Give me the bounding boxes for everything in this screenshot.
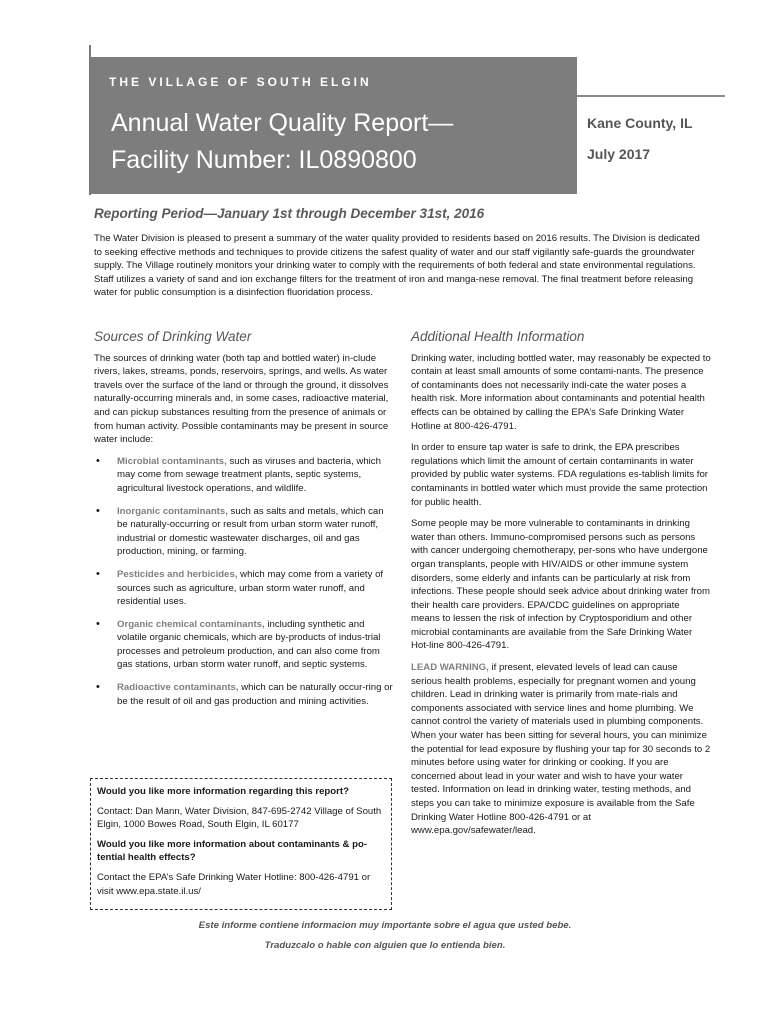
bullet-icon: • [96,567,100,580]
contaminant-desc: including synthetic and volatile organic chemicals, which are by-products of indus-trial processes and petroleum production, and can also come from gas stations, urban storm water runoff, and septic systems. [117,618,381,671]
village-name: THE VILLAGE OF SOUTH ELGIN [109,75,372,89]
bullet-icon: • [96,504,100,517]
facility-number: Facility Number: IL0890800 [111,146,417,174]
contaminant-desc: which can be naturally occur-ring or be the result of oil and gas production and mining activities. [117,682,393,707]
health-column [411,330,711,846]
sources-heading: Sources of Drinking Water [94,329,252,344]
contact-question-health: Would you like more information about contaminants & po-tential health effects? [97,838,368,864]
intro-paragraph: The Water Division is pleased to present a summary of the water quality provided to residents based on 2016 results. The Division is dedicated to seeking effective methods and techniques to provide citizens the safest quality of water and our staff vigilantly safe-guards the groundwater supply. The Village routinely monitors your drinking water to comply with the requirements of both federal and state environmental regulations. Staff utilizes a variety of sand and ion exchange filters for the treatment of iron and manga-nese removal. The final treatment before releasing water for public consumption is a disinfection fluoridation process. [94,233,700,299]
contaminant-desc: such as viruses and bacteria, which may come from sewage treatment plants, septic systems, agricultural livestock operations, and wildlife. [117,455,381,494]
county-label: Kane County, IL [587,115,693,131]
contact-question-report: Would you like more information regarding this report? [97,786,349,797]
list-item [94,681,394,708]
header-horizontal-rule [577,95,725,97]
contaminant-desc: which may come from a variety of sources such as agriculture, urban storm water runoff, and residential uses. [117,568,384,608]
list-item [94,505,394,559]
contaminant-term: Inorganic contaminants, [117,505,228,517]
contaminant-desc: such as salts and metals, which can be naturally-occurring or result from urban storm water runoff, industrial or domestic wastewater discharges, oil and gas production, mining, or farming. [117,505,384,558]
reporting-period: Reporting Period—January 1st through December 31st, 2016 [94,206,485,221]
lead-warning-label: LEAD WARNING, [411,662,489,674]
health-paragraph-3: Some people may be more vulnerable to contaminants in drinking water than others. Immuno-compromised persons such as persons with cancer undergoing chemotherapy, per-sons who have undergone organ transplants, people with HIV/AIDS or other immune system disorders, some elderly and infants can be particularly at risk from infections. These people should seek advice about drinking water from their health care providers. EPA/CDC guidelines on appropriate means to lessen the risk of infection by Cryptosporidium and other microbial contaminants are available from the Safe Drinking Water Hot-line 800-426-4791. [411,518,711,652]
health-paragraph-2: In order to ensure tap water is safe to drink, the EPA prescribes regulations which limit the amount of certain contaminants in water provided by public water systems. FDA regulations es-tablish limits for contaminants in bottled water which must provide the same protection for public health. [411,442,708,508]
sources-column [94,330,394,717]
health-paragraph-1: Drinking water, including bottled water, may reasonably be expected to contain at least small amounts of some contami-nants. The presence of contaminants does not necessarily indi-cate the water poses a health risk. More information about contaminants and potential health effects can be obtained by calling the EPA’s Safe Drinking Water Hotline at 800-426-4791. [411,352,711,432]
contact-answer-health: Contact the EPA’s Safe Drinking Water Hotline: 800-426-4791 or visit www.epa.state.il.us/ [97,871,371,897]
spanish-notice-line1: Este informe contiene informacion muy importante sobre el agua que usted bebe. [198,920,572,931]
lead-warning-paragraph [411,661,711,838]
list-item [94,568,394,609]
report-title: Annual Water Quality Report— [111,109,454,137]
spanish-notice-line2: Traduzcalo o hable con alguien que lo entienda bien. [264,940,506,951]
bullet-icon: • [96,454,100,467]
contaminant-list [94,455,394,709]
contaminant-term: Microbial contaminants, [117,455,227,467]
bullet-icon: • [96,617,100,630]
bullet-icon: • [96,681,100,694]
header-band [91,57,577,194]
lead-warning-text: if present, elevated levels of lead can cause serious health problems, especially for pregnant women and young children. Lead in drinking water is primarily from mate-rials and components associated with service lines and home plumbing. We cannot control the variety of materials used in plumbing components. When your water has been sitting for several hours, you can minimize the potential for lead exposure by flushing your tap for 30 seconds to 2 minutes before using water for drinking or cooking. If you are concerned about lead in your water and wish to have your water tested. Information on lead in drinking water, testing methods, and steps you can take to minimize exposure is available from the Safe Drinking Water Hotline 800-426-4791 or at www.epa.gov/safewater/lead. [411,662,711,837]
report-date: July 2017 [587,146,651,162]
list-item [94,455,394,496]
list-item [94,618,394,672]
contact-answer-report: Contact: Dan Mann, Water Division, 847-695-2742 Village of South Elgin, 1000 Bowes Road, South Elgin, IL 60177 [97,805,382,831]
contaminant-term: Organic chemical contaminants, [117,618,265,630]
health-heading: Additional Health Information [411,329,585,344]
contaminant-term: Radioactive contaminants, [117,682,239,694]
contaminant-term: Pesticides and herbicides, [117,568,238,580]
contact-info-box [90,778,392,910]
sources-intro: The sources of drinking water (both tap and bottled water) in-clude rivers, lakes, streams, ponds, reservoirs, springs, and wells. As water travels over the surface of the land or through the ground, it dissolves naturally-occurring minerals and, in some cases, radioactive material, and can pickup substances resulting from the presence of animals or from human activity. Possible contaminants may be present in source water include: [94,352,389,446]
